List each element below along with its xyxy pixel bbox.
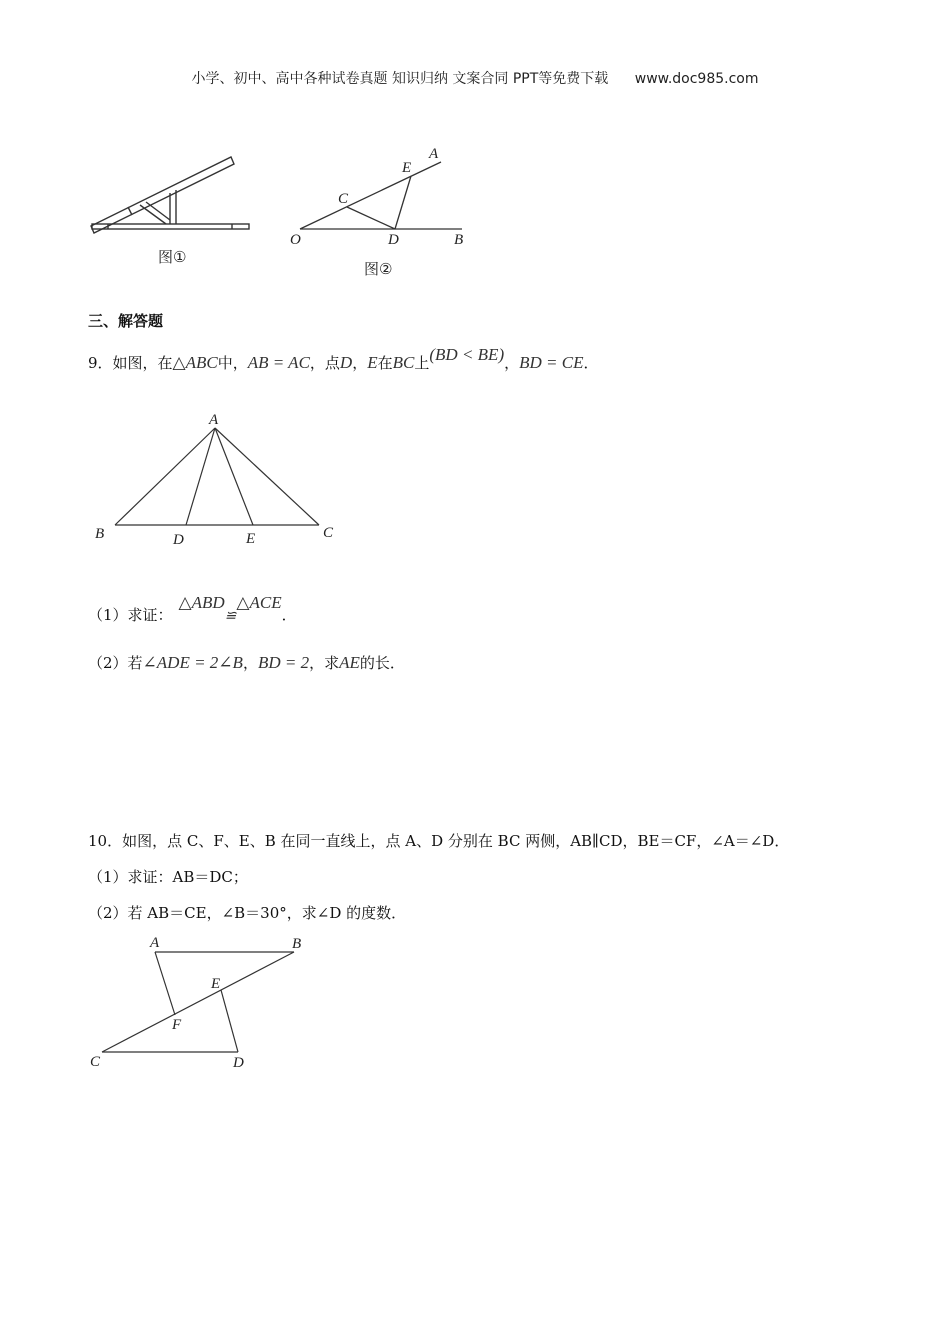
q9-part2-text: 的长． [359,654,405,672]
q10-seg-ed [221,990,238,1052]
q9-part1-math-a: △ABD [178,593,225,612]
q10-stem: 10．如图，点 C、F、E、B 在同一直线上，点 A、D 分别在 BC 两侧，AB∥CD，BE＝CF，∠A＝∠D． [88,832,790,850]
q10-seg-af [155,952,175,1015]
section-title: 三、解答题 [88,312,164,330]
fig2-label-o: O [290,232,301,248]
q9-math: △ABC [172,353,218,372]
q9-part1-end: ． [281,606,297,624]
q9-part1-cong: ≌ [224,609,237,624]
q9-text: ， [352,354,368,372]
fig2-label-b: B [454,232,464,248]
q9-label-a: A [209,412,219,428]
q9-text: ， [504,354,520,372]
q9-math: BD = CE [519,353,584,372]
q9-label-d: D [173,532,184,548]
q10-seg-cb [102,952,294,1052]
q9-text: ，点 [309,354,340,372]
q9-part2-text: ， [242,654,258,672]
q9-math: E [367,353,378,372]
q10-label-d: D [233,1055,244,1071]
q9-part2-math: AE [339,653,360,672]
q9-math: BC [392,353,415,372]
q9-math: D [339,353,353,372]
q9-part2-math: ∠ADE = 2∠B [142,653,243,672]
q9-part1-prefix: （1）求证： [88,606,173,624]
q9-part2-text: （2）若 [88,654,143,672]
q10-label-c: C [90,1054,101,1070]
q9-label-e: E [246,531,256,547]
header-site: www.doc985.com [634,71,759,87]
q9-part1-math-b: △ACE [236,593,282,612]
q10-label-e: E [211,976,221,992]
q9-math: AB = AC [247,353,310,372]
q9-part2-text: ，求 [309,654,340,672]
fig2-caption: 图② [364,260,393,278]
q9-label-b: B [95,526,105,542]
q9-math: (BD < BE) [429,345,505,364]
q9-text: 在 [377,354,393,372]
q9-label-c: C [323,525,334,541]
q9-text: 上 [414,354,430,372]
q9-text: 中， [217,354,248,372]
q10-label-f: F [172,1017,182,1033]
q9-text: ． [583,354,599,372]
fig2-label-e: E [402,160,412,176]
q9-text: 9．如图，在 [88,354,173,372]
q10-label-b: B [292,936,302,952]
q10-part1: （1）求证：AB＝DC； [88,868,248,886]
fig2-label-d: D [388,232,399,248]
fig1-caption: 图① [158,248,187,266]
header-text: 小学、初中、高中各种试卷真题 知识归纳 文案合同 PPT等免费下载 [191,71,609,87]
fig2-label-c: C [338,191,349,207]
fig2-label-a: A [429,146,439,162]
q10-part2: （2）若 AB＝CE，∠B＝30°，求∠D 的度数． [88,904,407,922]
q10-label-a: A [150,935,160,951]
q9-part2-math: BD = 2 [257,653,310,672]
